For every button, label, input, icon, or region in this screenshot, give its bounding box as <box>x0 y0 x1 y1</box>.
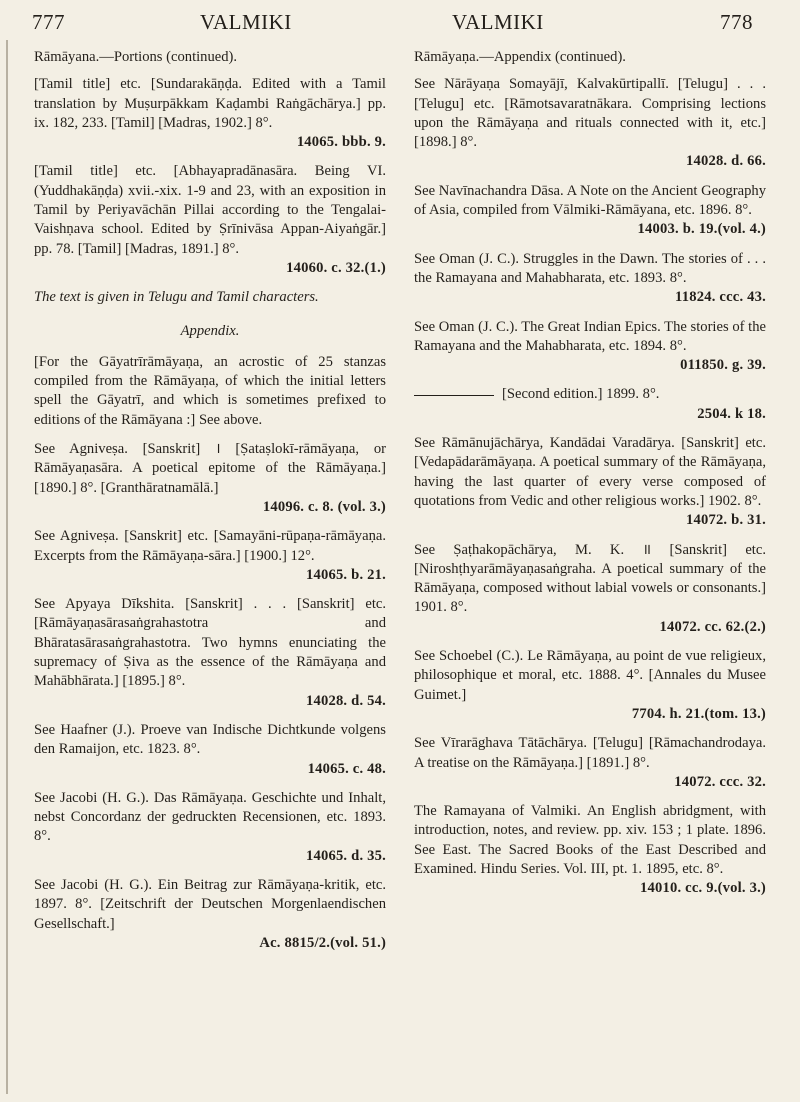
header-right-page-number: 778 <box>720 10 753 34</box>
catalog-entry <box>414 75 766 171</box>
entry-text: See Schoebel (C.). Le Rāmāyaṇa, au point de vue religieux, philosophique et moral, etc. 1888. 4°. [Annales du Musee Guimet.] <box>414 648 766 703</box>
entry-text: See Haafner (J.). Proeve van Indische Dichtkunde volgens den Ramaijon, etc. 1823. 8°. <box>34 721 386 758</box>
entry-ref: 14072. ccc. 32. <box>674 773 766 790</box>
catalog-entry <box>414 802 766 898</box>
entry-ref: 14065. d. 35. <box>305 847 386 864</box>
entry-text: The Ramayana of Valmiki. An English abridgment, with introduction, notes, and review. pp. xiv. 153 ; 1 plate. 1896. See East. The Sacred Books of the East Described and Examined. Hindu Series. Vol. III, pt. 1. 1895, etc. 8°. <box>414 803 766 877</box>
entry-text: See Ṣaṭhakopāchārya, M. K. ॥ [Sanskrit] etc. [Niroshṭhyarāmāyaṇasaṅgraha. A poetical summary of the Rāmāyaṇa, composed without labial vowels or consonants.] 1901. 8°. <box>414 541 766 616</box>
entry-ref: 2504. k 18. <box>697 405 766 422</box>
right-section-heading: Rāmāyaṇa.—Appendix (continued). <box>414 49 626 65</box>
catalog-entry <box>414 182 766 240</box>
entry-text: See Navīnachandra Dāsa. A Note on the Ancient Geography of Asia, compiled from Vālmiki-Rāmāyana, etc. 1896. 8°. <box>414 182 766 219</box>
catalog-entry <box>34 527 386 585</box>
entry-text: The text is given in Telugu and Tamil characters. <box>34 289 319 306</box>
catalog-entry <box>414 734 766 792</box>
catalog-entry <box>34 789 386 866</box>
entry-ref: 11824. ccc. 43. <box>675 289 766 306</box>
entry-ref: 14072. b. 31. <box>685 512 766 529</box>
entry-text: See Nārāyaṇa Somayājī, Kalvakūrtipallī. [Telugu] . . . [Telugu] etc. [Rāmotsavaratnākara. Comprising lections upon the Rāmāyaṇa and rituals connected with it, etc.] [1898.] 8°. <box>414 76 766 151</box>
entry-ref: 14028. d. 54. <box>305 692 386 709</box>
entry-ref: 14028. d. 66. <box>685 153 766 170</box>
right-column <box>414 48 766 909</box>
header-left-title: VALMIKI <box>200 10 292 34</box>
catalog-entry <box>414 250 766 308</box>
catalog-entry <box>414 647 766 724</box>
entry-ref: 14065. b. 21. <box>305 566 386 583</box>
catalog-entry <box>414 385 766 424</box>
entry-text: See Apyaya Dīkshita. [Sanskrit] . . . [Sanskrit] etc. [Rāmāyaṇasārasaṅgrahastotra and Bhāratasārasaṅgrahastotra. Two hymns enunciating the supremacy of Ṣiva as the essence of the Rāmāyaṇa and Mahābhārata.] [1895.] 8°. <box>34 596 386 690</box>
catalog-entry <box>34 75 386 152</box>
entry-text: See Agniveṣa. [Sanskrit] । [Ṣataṣlokī-rāmāyaṇa, or Rāmāyaṇasāra. A poetical epitome of the Rāmāyaṇa.] [1890.] 8°. [Granthāratnamālā.] <box>34 441 386 496</box>
catalog-entry <box>34 440 386 517</box>
catalog-entry <box>34 162 386 278</box>
catalog-entry <box>414 434 766 530</box>
entry-text: [For the Gāyatrīrāmāyaṇa, an acrostic of 25 stanzas compiled from the Rāmāyaṇa, of which the initial letters spell the Gāyatrī, and which is sometimes prefixed to editions of the Rāmāyana :] See above. <box>34 353 386 428</box>
entry-text: See Oman (J. C.). Struggles in the Dawn. The stories of . . . the Ramayana and Mahabharata, etc. 1893. 8°. <box>414 250 766 286</box>
page-rule <box>6 40 8 1094</box>
entry-text: [Tamil title] etc. [Sundarakāṇḍa. Edited with a Tamil translation by Muṣurpākkam Kaḍambi Raṅgāchārya.] pp. ix. 182, 233. [Tamil] [Madras, 1902.] 8°. <box>34 76 386 131</box>
repeat-dash <box>414 395 494 396</box>
left-column <box>34 48 386 963</box>
entry-text: [Tamil title] etc. [Abhayapradānasāra. Being VI. (Yuddhakāṇḍa) xvii.-xix. 1-9 and 23, with an exposition in Tamil by Periyavāchān Pillai according to the Tengalai-Vaishṇava school. Edited by Ṣrīnivāsa Appan-Aiyaṅgār.] pp. 78. [Tamil] [Madras, 1891.] 8°. <box>34 163 386 257</box>
entry-text: [Second edition.] 1899. 8°. <box>502 386 660 403</box>
entry-text: See Agniveṣa. [Sanskrit] etc. [Samayāni-rūpaṇa-rāmāyaṇa. Excerpts from the Rāmāyaṇa-sāra.] [1900.] 12°. <box>34 528 386 564</box>
entry-ref: 14072. cc. 62.(2.) <box>659 618 766 635</box>
catalog-entry <box>34 721 386 779</box>
entry-text: See Oman (J. C.). The Great Indian Epics. The stories of the Ramayana and the Mahabharata, etc. 1894. 8°. <box>414 318 766 354</box>
entry-ref: 7704. h. 21.(tom. 13.) <box>631 705 766 722</box>
entry-text: See Vīrarāghava Tātāchārya. [Telugu] [Rāmachandrodaya. A treatise on the Rāmāyaṇa.] [1891.] 8°. <box>414 735 766 771</box>
entry-text: See Jacobi (H. G.). Das Rāmāyaṇa. Geschichte und Inhalt, nebst Concordanz der gedruckten Recensionen, etc. 1893. 8°. <box>34 789 386 845</box>
header-right-title: VALMIKI <box>452 10 544 34</box>
catalog-note <box>34 288 386 307</box>
catalog-entry <box>414 318 766 376</box>
entry-ref: 14065. c. 48. <box>307 760 386 777</box>
header-left-page-number: 777 <box>32 10 65 34</box>
catalog-entry <box>34 595 386 711</box>
left-section-heading: Rāmāyana.—Portions (continued). <box>34 49 238 65</box>
entry-ref: 14096. c. 8. (vol. 3.) <box>262 498 386 515</box>
entry-ref: Ac. 8815/2.(vol. 51.) <box>259 934 386 951</box>
entry-ref: 011850. g. 39. <box>680 357 766 374</box>
entry-ref: 14060. c. 32.(1.) <box>286 259 386 276</box>
appendix-heading: Appendix. <box>180 322 240 339</box>
entry-text: See Rāmānujāchārya, Kandādai Varadārya. [Sanskrit] etc. [Vedapādarāmāyaṇa. A poetical summary of the Rāmāyaṇa, having the last quarter of every verse composed of quotations from Vedic and other religious works.] 1902. 8°. <box>414 435 766 509</box>
catalog-entry <box>34 876 386 953</box>
catalog-entry <box>414 541 766 637</box>
entry-ref: 14003. b. 19.(vol. 4.) <box>637 221 766 238</box>
entry-ref: 14065. bbb. 9. <box>296 134 386 151</box>
catalog-entry <box>34 353 386 430</box>
entry-text: See Jacobi (H. G.). Ein Beitrag zur Rāmāyaṇa-kritik, etc. 1897. 8°. [Zeitschrift der Deutschen Morgenlaendischen Gesellschaft.] <box>34 876 386 932</box>
entry-ref: 14010. cc. 9.(vol. 3.) <box>640 880 766 897</box>
